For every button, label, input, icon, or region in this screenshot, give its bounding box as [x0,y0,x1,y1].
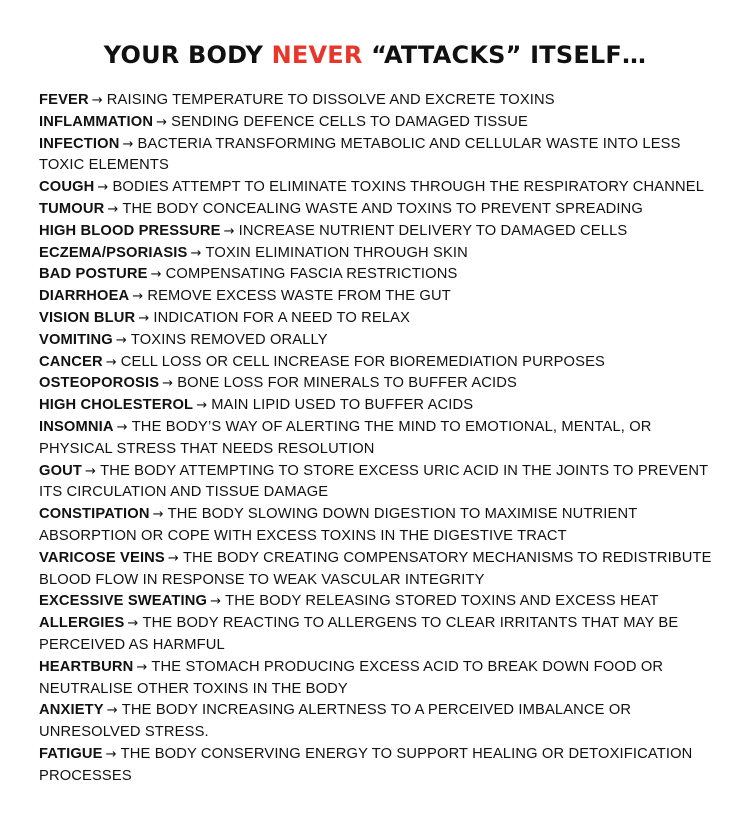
list-item [39,352,719,374]
symptom-term: INFECTION [39,135,120,152]
arrow-right-icon: → [116,419,128,435]
list-item [39,221,719,243]
list-item [39,90,719,112]
symptom-description: SENDING DEFENCE CELLS TO DAMAGED TISSUE [171,113,528,130]
arrow-right-icon: → [190,245,202,261]
symptom-term: INSOMNIA [39,418,114,435]
symptom-term: OSTEOPOROSIS [39,375,160,392]
symptom-description: MAIN LIPID USED TO BUFFER ACIDS [211,397,474,414]
symptom-description: INCREASE NUTRIENT DELIVERY TO DAMAGED CELLS [238,222,628,239]
symptom-term: FATIGUE [39,745,103,762]
list-item [39,308,719,330]
symptom-term: DIARRHOEA [39,288,130,305]
arrow-right-icon: → [122,136,134,152]
symptom-term: BAD POSTURE [39,266,148,283]
title-lead: YOUR BODY [103,41,272,70]
arrow-right-icon: → [152,507,164,523]
list-item [39,134,719,178]
symptom-term: VOMITING [39,331,113,348]
symptom-term: FEVER [39,92,89,108]
arrow-right-icon: → [106,703,118,719]
arrow-right-icon: → [105,746,117,762]
symptom-description: RAISING TEMPERATURE TO DISSOLVE AND EXCRETE TOXINS [106,92,555,108]
symptom-term: VISION BLUR [39,309,136,326]
symptom-description: THE BODY’S WAY OF ALERTING THE MIND TO EMOTIONAL, MENTAL, OR PHYSICAL STRESS THAT NEEDS RESOLUTION [39,418,652,457]
symptom-description: BODIES ATTEMPT TO ELIMINATE TOXINS THROUGH THE RESPIRATORY CHANNEL [112,179,705,196]
symptom-term: INFLAMMATION [39,113,154,130]
list-item [39,504,719,548]
list-item [39,264,719,286]
symptom-term: HIGH BLOOD PRESSURE [39,222,221,239]
symptom-description: THE STOMACH PRODUCING EXCESS ACID TO BREAK DOWN FOOD OR NEUTRALISE OTHER TOXINS IN THE BODY [39,658,664,697]
symptom-description: INDICATION FOR A NEED TO RELAX [153,309,411,326]
list-item [39,177,719,199]
list-item [39,330,719,352]
list-item [39,373,719,395]
arrow-right-icon: → [150,267,162,283]
symptom-term: EXCESSIVE SWEATING [39,593,208,610]
list-item [39,395,719,417]
arrow-right-icon: → [138,310,150,326]
symptom-description: REMOVE EXCESS WASTE FROM THE GUT [147,288,451,305]
arrow-right-icon: → [196,398,208,414]
symptom-description: THE BODY INCREASING ALERTNESS TO A PERCEIVED IMBALANCE OR UNRESOLVED STRESS. [39,702,632,741]
arrow-right-icon: → [91,93,103,108]
symptom-description: BONE LOSS FOR MINERALS TO BUFFER ACIDS [177,375,517,392]
symptom-description: THE BODY ATTEMPTING TO STORE EXCESS URIC ACID IN THE JOINTS TO PREVENT ITS CIRCULATION AND TISSUE DAMAGE [39,462,708,501]
arrow-right-icon: → [132,289,144,305]
arrow-right-icon: → [136,659,148,675]
list-item [39,744,719,788]
symptom-list [39,90,719,788]
symptom-term: HEARTBURN [39,658,134,675]
arrow-right-icon: → [107,201,119,217]
arrow-right-icon: → [115,332,127,348]
symptom-term: TUMOUR [39,200,105,217]
symptom-description: TOXINS REMOVED ORALLY [130,331,328,348]
list-item [39,548,719,592]
list-item [39,700,719,744]
list-item [39,657,719,701]
symptom-term: CONSTIPATION [39,506,150,523]
list-item [39,591,719,613]
list-item [39,286,719,308]
title-tail: “ATTACKS” ITSELF… [362,41,647,70]
arrow-right-icon: → [210,594,222,610]
symptom-term: GOUT [39,462,83,479]
symptom-term: ALLERGIES [39,615,125,632]
symptom-description: THE BODY RELEASING STORED TOXINS AND EXCESS HEAT [225,593,659,610]
symptom-description: COMPENSATING FASCIA RESTRICTIONS [165,266,458,283]
symptom-description: THE BODY CREATING COMPENSATORY MECHANISMS TO REDISTRIBUTE BLOOD FLOW IN RESPONSE TO WEAK VASCULAR INTEGRITY [39,549,712,588]
symptom-description: CELL LOSS OR CELL INCREASE FOR BIOREMEDIATION PURPOSES [120,353,605,370]
arrow-right-icon: → [162,376,174,392]
symptom-description: THE BODY CONCEALING WASTE AND TOXINS TO PREVENT SPREADING [122,200,643,217]
arrow-right-icon: → [127,616,139,632]
arrow-right-icon: → [97,180,109,196]
symptom-term: HIGH CHOLESTEROL [39,397,194,414]
arrow-right-icon: → [85,463,97,479]
page-title [0,38,750,72]
symptom-term: CANCER [39,353,103,370]
arrow-right-icon: → [223,223,235,239]
symptom-term: ANXIETY [39,702,104,719]
title-accent-never: NEVER [271,41,363,70]
symptom-description: THE BODY CONSERVING ENERGY TO SUPPORT HEALING OR DETOXIFICATION PROCESSES [39,745,693,784]
arrow-right-icon: → [156,114,168,130]
list-item [39,417,719,461]
list-item [39,613,719,657]
symptom-description: THE BODY SLOWING DOWN DIGESTION TO MAXIMISE NUTRIENT ABSORPTION OR COPE WITH EXCESS TOXINS IN THE DIGESTIVE TRACT [39,506,638,544]
list-item [39,112,719,134]
symptom-description: THE BODY REACTING TO ALLERGENS TO CLEAR IRRITANTS THAT MAY BE PERCEIVED AS HARMFUL [39,615,679,653]
arrow-right-icon: → [105,354,117,370]
arrow-right-icon: → [167,550,179,566]
symptom-description: TOXIN ELIMINATION THROUGH SKIN [205,244,468,261]
list-item [39,199,719,221]
symptom-term: ECZEMA/PSORIASIS [39,244,188,261]
list-item [39,243,719,265]
symptom-term: COUGH [39,179,95,196]
symptom-description: BACTERIA TRANSFORMING METABOLIC AND CELLULAR WASTE INTO LESS TOXIC ELEMENTS [39,135,681,174]
symptom-term: VARICOSE VEINS [39,549,165,566]
list-item [39,461,719,505]
